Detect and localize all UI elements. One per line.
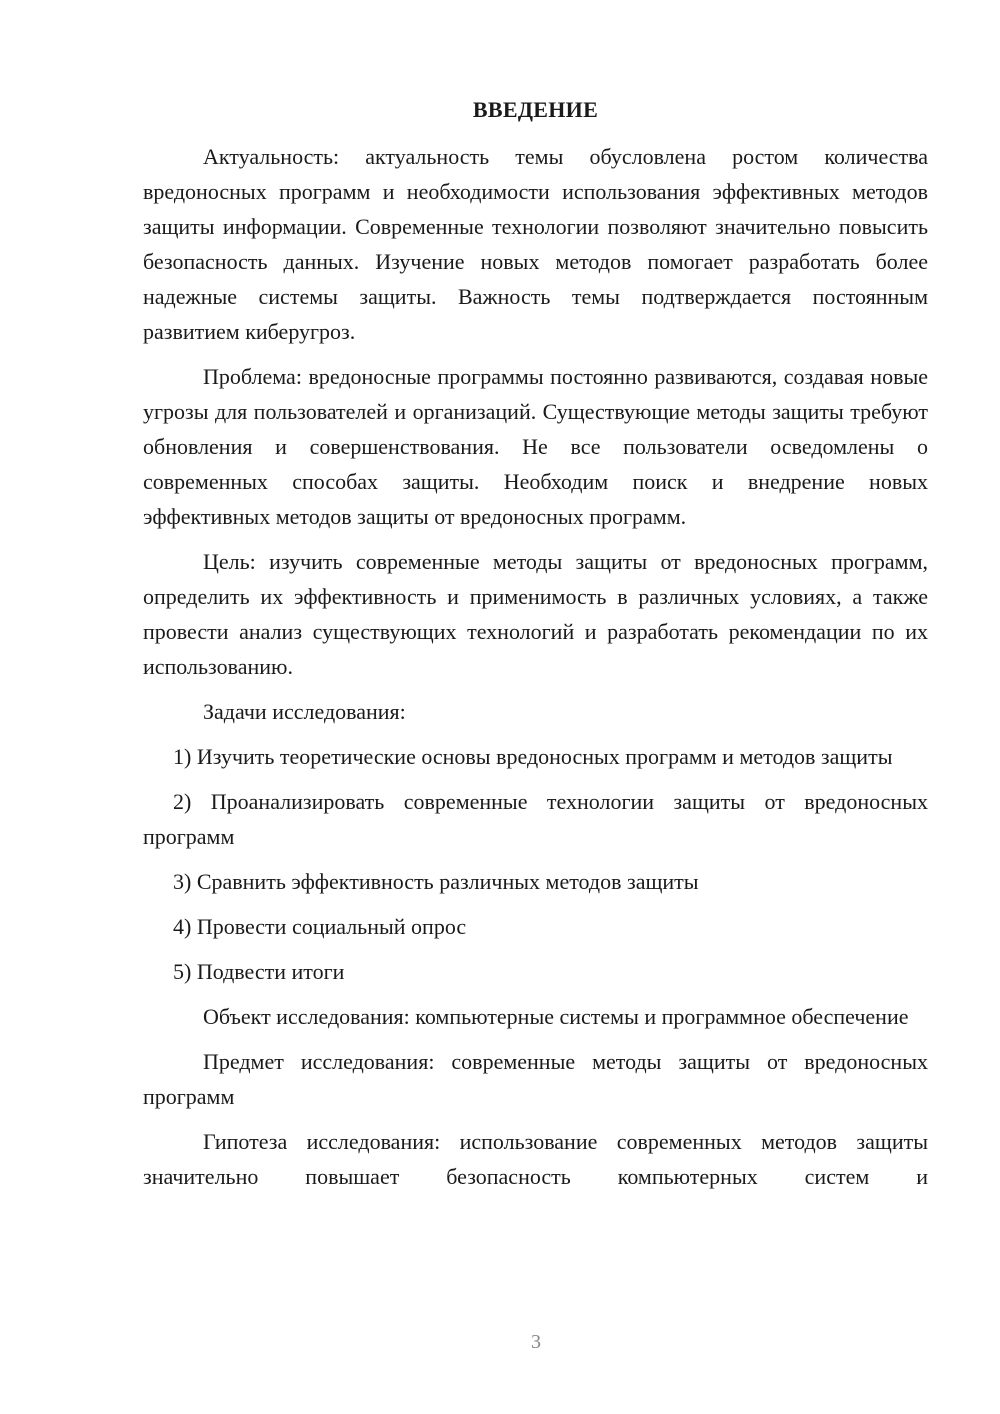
relevance-paragraph: Актуальность: актуальность темы обусловлена ростом количества вредоносных программ и необходимости использования эффективных методов защиты информации. Современные технологии позволяют значительно повысить безопасность данных. Изучение новых методов помогает разработать более надежные системы защиты. Важность темы подтверждается постоянным развитием киберугроз. xyxy=(143,144,928,344)
document-page xyxy=(143,92,928,1204)
task-item-1: 1) Изучить теоретические основы вредоносных программ и методов защиты xyxy=(173,744,893,769)
problem-paragraph: Проблема: вредоносные программы постоянно развиваются, создавая новые угрозы для пользователей и организаций. Существующие методы защиты требуют обновления и совершенствования. Не все пользователи осведомлены о современных способах защиты. Необходим поиск и внедрение новых эффективных методов защиты от вредоносных программ. xyxy=(143,364,928,529)
subject-paragraph: Предмет исследования: современные методы защиты от вредоносных программ xyxy=(143,1049,928,1109)
task-item-2: 2) Проанализировать современные технологии защиты от вредоносных программ xyxy=(143,789,928,849)
hypothesis-paragraph: Гипотеза исследования: использование современных методов защиты значительно повышает безопасность компьютерных систем и xyxy=(143,1129,928,1189)
page-number: 3 xyxy=(531,1331,541,1353)
section-title: ВВЕДЕНИЕ xyxy=(472,97,599,122)
tasks-heading: Задачи исследования: xyxy=(203,699,406,724)
task-item-5: 5) Подвести итоги xyxy=(173,959,345,984)
task-item-4: 4) Провести социальный опрос xyxy=(173,914,467,939)
object-paragraph: Объект исследования: компьютерные системы и программное обеспечение xyxy=(203,1004,909,1029)
goal-paragraph: Цель: изучить современные методы защиты от вредоносных программ, определить их эффективность и применимость в различных условиях, а также провести анализ существующих технологий и разработать рекомендации по их использованию. xyxy=(143,549,928,679)
task-item-3: 3) Сравнить эффективность различных методов защиты xyxy=(173,869,699,894)
